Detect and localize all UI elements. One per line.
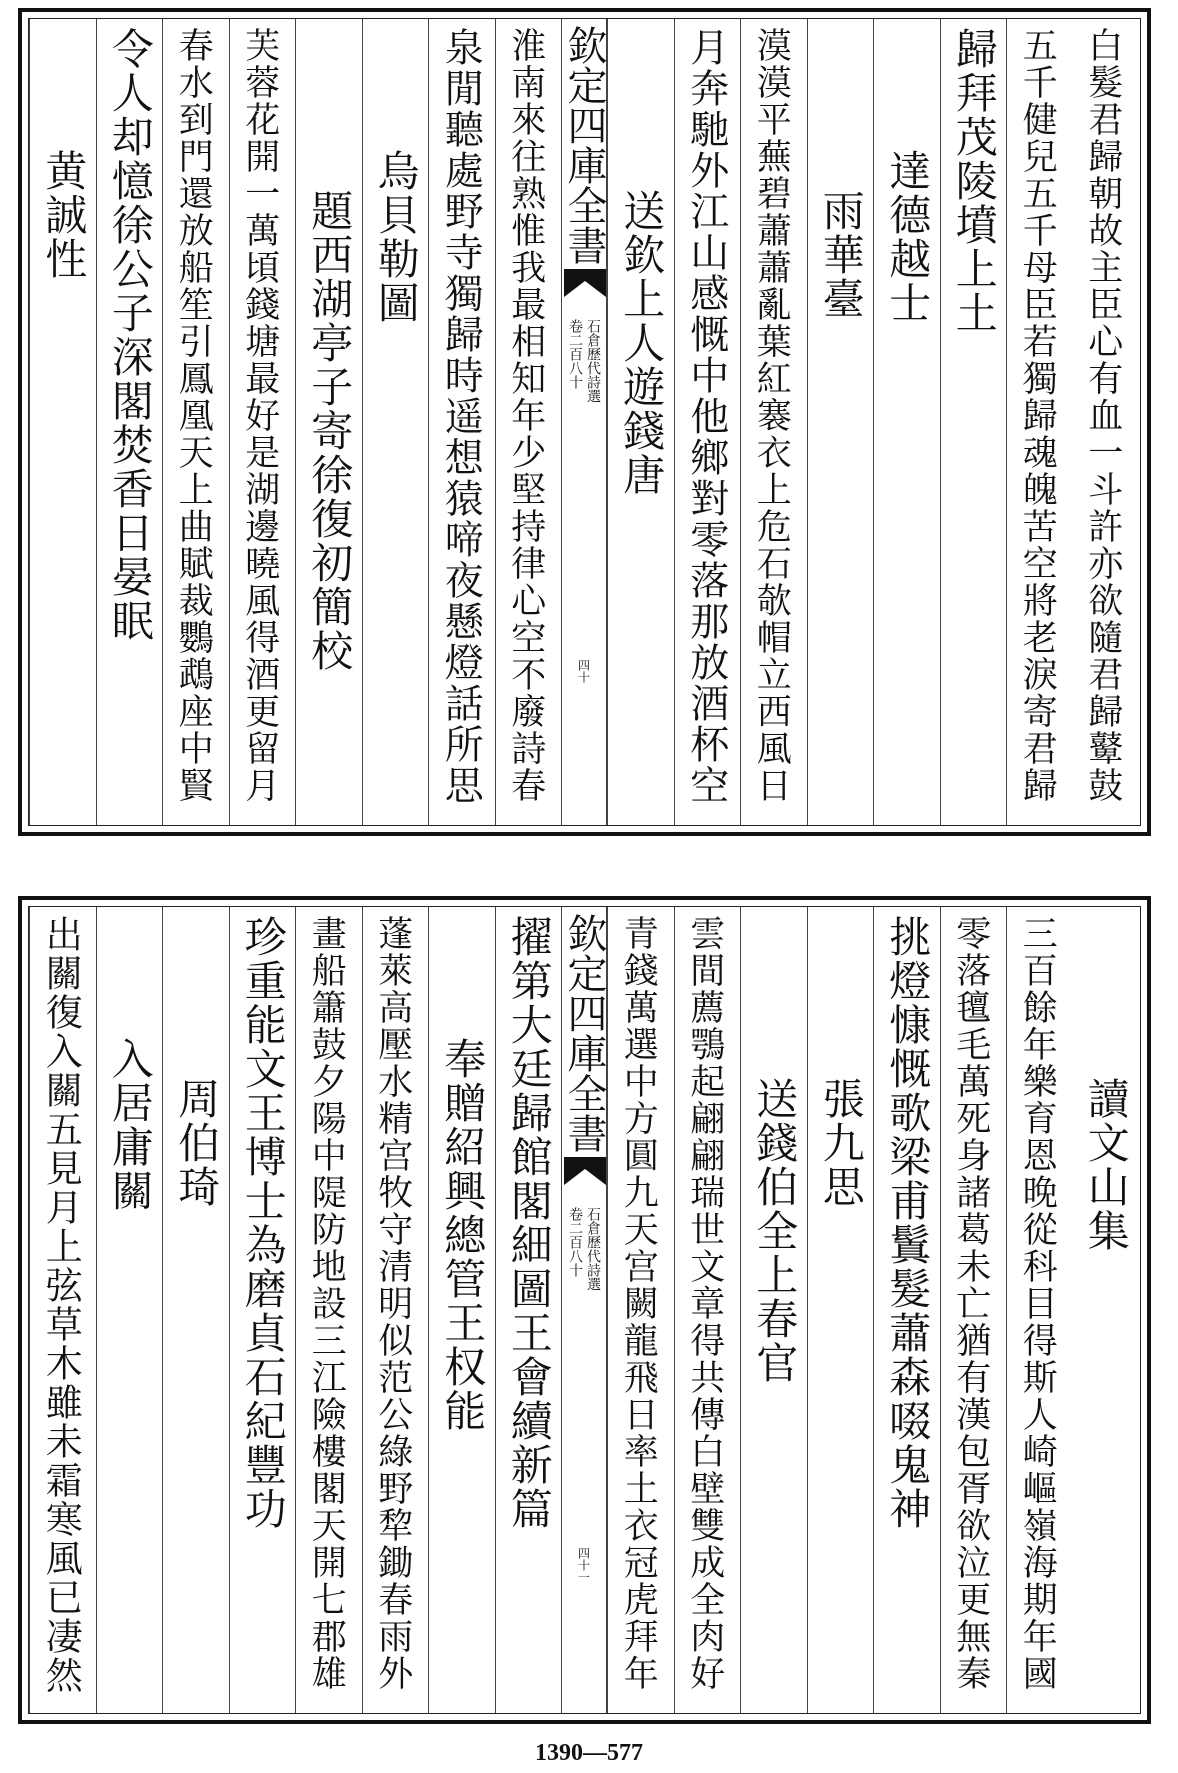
lower-page [18,896,1151,1724]
text-column [495,907,562,1713]
right-column-6: 送錢伯全上春官 [750,1077,800,1385]
fishtail-mark-icon [564,269,606,297]
left-column-7: 入居庸關 [105,1037,155,1213]
text-column [295,19,362,825]
center-fold-margin [561,19,607,825]
right-column-4: 挑燈慷慨歌梁甫鬒髮蕭森啜鬼神 [883,915,933,1531]
right-column-5: 張九思 [816,1077,866,1209]
fold-title: 欽定四庫全書 [561,913,607,1153]
left-column-4: 畫船簫鼓夕陽中隄防地設三江險樓閣天開七郡雄 [306,915,347,1692]
right-column-3: 歸拜茂陵墳上土 [949,27,999,335]
lower-page-frame [28,906,1141,1714]
text-column [29,907,96,1713]
left-column-2: 奉贈紹興總管王权能 [438,1037,488,1433]
right-column-2: 五千健兒五千母臣若獨歸魂魄苦空將老淚寄君歸 [1017,27,1058,804]
right-column-6: 漠漠平蕪碧蕭蕭亂葉紅褰衣上危石欹帽立西風日 [751,27,792,804]
left-column-2: 泉閒聽處野寺獨歸時遥想猿啼夜懸燈話所思 [438,27,484,806]
text-column [807,19,874,825]
left-column-7: 令人却憶徐公子深閣焚香日晏眠 [105,27,155,643]
fold-volume: 卷二百八十 [567,1207,583,1277]
text-column [428,907,495,1713]
text-column [428,19,495,825]
text-column [495,19,562,825]
text-column [740,19,807,825]
text-column [873,19,940,825]
text-column [362,907,429,1713]
text-column [674,907,741,1713]
text-column [229,907,296,1713]
text-column [607,907,674,1713]
text-column [1073,19,1140,825]
fold-volume: 卷二百八十 [567,319,583,389]
text-column [96,907,163,1713]
left-column-3: 烏貝勒圖 [371,149,421,325]
folio-number: 四十一 [576,1547,591,1583]
left-column-4: 題西湖亭子寄徐復初簡校 [305,189,355,673]
upper-page [18,8,1151,836]
left-column-5: 芙蓉花開一萬頃錢塘最好是湖邊曉風得酒更留月 [239,27,280,804]
right-column-2: 三百餘年樂育恩晚從科目得斯人崎嶇嶺海期年國 [1017,915,1058,1692]
text-column [29,19,96,825]
text-column [873,907,940,1713]
text-column [162,19,229,825]
upper-page-frame [28,18,1141,826]
center-fold-margin [561,907,607,1713]
left-column-1: 淮南來往熟惟我最相知年少堅持律心空不廢詩春 [505,27,546,804]
text-column [940,907,1007,1713]
left-column-1: 擢第大廷歸館閣細圖王會續新篇 [504,915,554,1531]
right-column-8: 送欽上人遊錢唐 [617,189,667,497]
text-column [162,907,229,1713]
left-column-6: 周伯琦 [172,1077,222,1209]
left-column-3: 蓬萊高壓水精宫牧守清明似范公綠野犂鋤春雨外 [372,915,413,1692]
fold-book-title: 石倉歷代詩選 [585,1207,601,1291]
left-column-8: 黄誠性 [39,149,89,281]
left-column-8: 出關復入關五見月上弦草木雖未霜寒風已凄然 [39,915,83,1695]
text-column [607,19,674,825]
fold-title: 欽定四庫全書 [561,25,607,265]
left-column-5: 珍重能文王博士為磨貞石紀豐功 [238,915,288,1531]
text-column [807,907,874,1713]
right-column-1: 讀文山集 [1081,1077,1131,1253]
text-column [96,19,163,825]
text-column [740,907,807,1713]
right-column-7: 雲間薦鶚起翩翩瑞世文章得共傳白壁雙成全肉好 [684,915,725,1692]
right-column-7: 月奔馳外江山感慨中他鄉對零落那放酒杯空 [683,27,729,806]
fold-book-title: 石倉歷代詩選 [585,319,601,403]
right-column-1: 白髮君歸朝故主臣心有血一斗許亦欲隨君歸鼙鼓 [1082,27,1123,804]
fishtail-mark-icon [564,1157,606,1185]
page-number: 1390—577 [535,1740,643,1766]
left-column-6: 春水到門還放船笙引鳳凰天上曲賦裁鸚鵡座中賢 [173,27,214,804]
text-column [674,19,741,825]
right-column-3: 零落氊毛萬死身諸葛未亡猶有漢包胥欲泣更無秦 [950,915,991,1692]
text-column [1073,907,1140,1713]
right-column-8: 青錢萬選中方圓九天宫闕龍飛日率土衣冠虎拜年 [618,915,659,1692]
text-column [940,19,1007,825]
text-column [229,19,296,825]
text-column [1006,19,1073,825]
right-column-5: 雨華臺 [816,189,866,321]
folio-number: 四十 [576,659,591,683]
text-column [295,907,362,1713]
text-column [362,19,429,825]
text-column [1006,907,1073,1713]
right-column-4: 達德越士 [883,149,933,325]
